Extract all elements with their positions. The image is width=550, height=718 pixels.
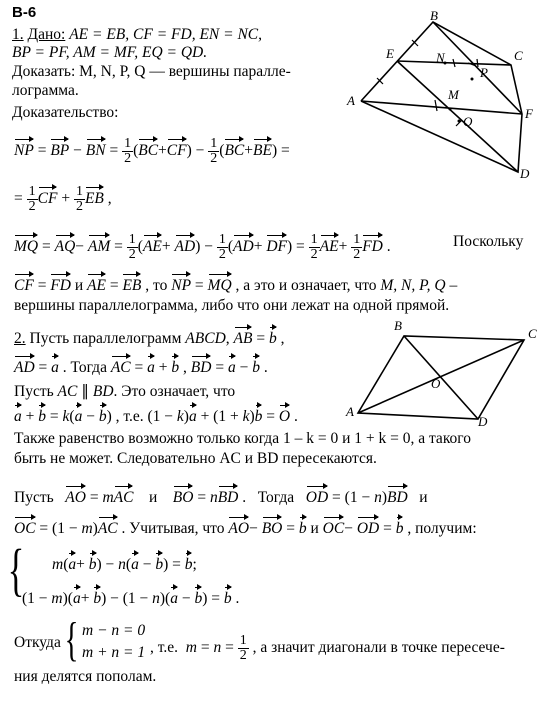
p2-line5: Также равенство возможно только когда 1 – k = 0 и 1 + k = 0, а такого: [14, 430, 472, 447]
p2-line8: OC = (1 − m)AC . Учитывая, что AO− BO = b и OC− OD = b , получим:: [14, 520, 477, 537]
p1-np-equation2: = $\frac{1}{2}$ CF + $\frac{1}{2}$ EB ,: [14, 184, 112, 214]
p1-given-line: [12, 26, 262, 44]
fig2-label-c: C: [528, 326, 537, 341]
p2-line4: a + b = k(a − b) , т.е. (1 − k)a + (1 + k)b = O .: [14, 408, 298, 425]
p1-prove-line2: лограмма.: [12, 82, 79, 99]
p1-np-equation: NP = BP − BN = $\frac{1}{2}$ (BC+CF) − $\frac{1}{2}$ (BC+BE) =: [14, 136, 290, 166]
p2-line7: Пусть AO = mAC и BO = nBD . Тогда OD = (1 − n)BD и: [14, 489, 428, 506]
p1-mq-equation: MQ = AQ− AM = $\frac{1}{2}$ (AE+ AD) − $\frac{1}{2}$ (AD+ DF) = $\frac{1}{2}$ AE+ $\frac{1}{2}$ FD .: [14, 232, 391, 262]
p2-number: 2.: [14, 330, 26, 347]
p1-number: 1.: [12, 26, 24, 43]
fig1-label-f: F: [525, 106, 533, 121]
fig1-label-m: M: [448, 87, 459, 102]
fig2-label-o: O: [431, 376, 441, 391]
p2-line3: Пусть AC ∥ BD. Это означает, что: [14, 383, 236, 400]
p1-prove-label: Доказать:: [12, 63, 76, 80]
variant-label: В-6: [12, 4, 37, 21]
p1-given: AE = EB, CF = FD, EN = NC,: [69, 26, 263, 43]
fig1-label-a: A: [347, 93, 355, 108]
p1-since: Поскольку: [453, 233, 524, 250]
fig1-label-b: B: [430, 10, 438, 23]
fig2-label-b: B: [394, 318, 402, 333]
figure-2-lines: [358, 336, 524, 419]
fig1-label-n: N: [436, 50, 445, 65]
p2-system-eq4: m + n = 1: [82, 644, 146, 661]
figure-2: [344, 318, 544, 430]
p1-prove-line: [12, 63, 291, 81]
figure-1-lines: [361, 22, 522, 172]
system-brace-1: {: [7, 537, 25, 602]
p2-line1: 2. Пусть параллелограмм ABCD, AB = b ,: [14, 330, 285, 347]
system-brace-2: {: [64, 613, 79, 666]
p1-given-label: Дано:: [27, 26, 66, 43]
fig1-label-e: E: [386, 46, 394, 61]
p2-line6: быть не может. Следовательно AC и BD пересекаются.: [14, 450, 377, 467]
p1-given-line2: BP = PF, AM = MF, EQ = QD.: [12, 44, 208, 61]
fig2-label-a: A: [346, 404, 354, 419]
p1-conclusion: вершины параллелограмма, либо что они лежат на одной прямой.: [14, 297, 450, 314]
fig1-label-q: Q: [463, 114, 473, 129]
p2-line2: AD = a . Тогда AC = a + b , BD = a − b .: [14, 359, 268, 376]
p2-system-eq2: (1 − m)(a+ b) − (1 − n)(a − b) = b .: [22, 590, 240, 607]
fig2-label-d: D: [478, 414, 488, 429]
p2-result2: ния делятся пополам.: [14, 668, 157, 685]
fig1-label-d: D: [520, 166, 530, 181]
p2-result: , т.е. m = n = $\frac{1}{2}$ , а значит диагонали в точке пересече-: [150, 633, 505, 663]
p1-prove: M, N, P, Q — вершины паралле-: [79, 63, 291, 80]
fig1-label-c: C: [514, 48, 523, 63]
p2-then: Откуда: [14, 634, 61, 651]
fig1-label-p: P: [480, 65, 488, 80]
p1-proof-label: Доказательство:: [12, 104, 119, 121]
p1-since-line: CF = FD и AE = EB , то NP = MQ , а это и означает, что M, N, P, Q –: [14, 277, 458, 294]
figure-1: [344, 10, 542, 182]
p2-system-eq1: m(a+ b) − n(a − b) = b;: [52, 556, 197, 573]
p2-system-eq3: m − n = 0: [82, 622, 146, 639]
